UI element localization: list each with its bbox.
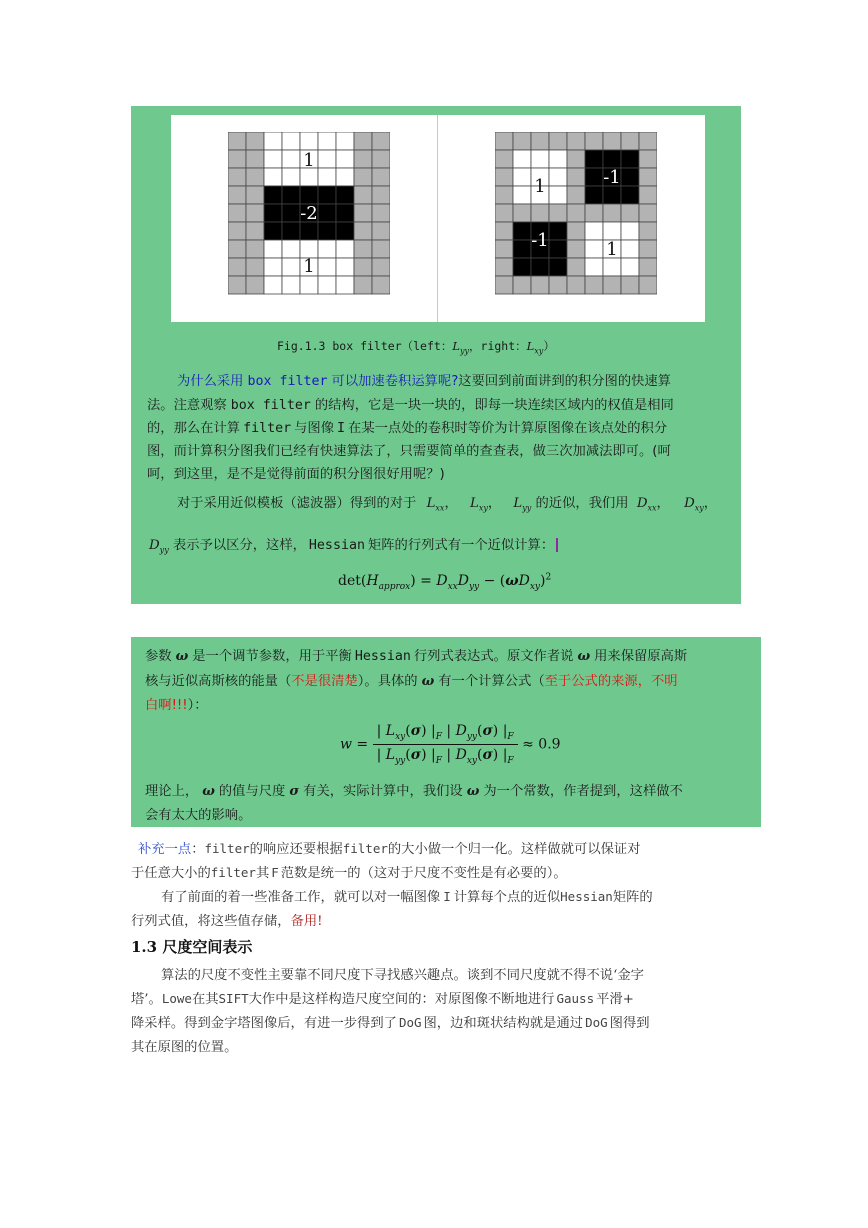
grid-cell	[300, 222, 318, 240]
grid-cell	[246, 276, 264, 294]
para1-line3: 的，那么在计算 filter 与图像 I 在某一点处的卷积时等价为计算原图像在该点处的积分	[147, 421, 668, 436]
grid-cell	[336, 258, 354, 276]
panel2-line4: 理论上， ω 的值与尺度 σ 有关，实际计算中，我们设 ω 为一个常数，作者提到，这样做不	[145, 784, 683, 799]
grid-cell	[621, 276, 639, 294]
grid-cell	[282, 150, 300, 168]
lxy-tl-label: 1	[534, 176, 546, 197]
grid-cell	[264, 258, 282, 276]
panel2-line3: 白啊!!!）：	[145, 698, 208, 713]
grid-cell	[318, 222, 336, 240]
section-line3: 降采样。得到金字塔图像后，有进一步得到了 DoG 图，边和斑状结构就是通过 DoG 图得到	[131, 1015, 650, 1031]
grid-cell	[300, 186, 318, 204]
grid-cell	[354, 150, 372, 168]
grid-cell	[549, 186, 567, 204]
lyy-center-label: -2	[300, 203, 318, 224]
grid-cell	[639, 258, 657, 276]
grid-cell	[300, 132, 318, 150]
figure-divider	[437, 115, 438, 322]
grid-cell	[567, 258, 585, 276]
para1-line4: 图，而计算积分图我们已经有快速算法了，只需要简单的查查表，做三次加减法即可。(呵	[147, 444, 671, 459]
para1-line5: 呵，到这里，是不是觉得前面的积分图很好用呢？)	[147, 467, 445, 482]
grid-cell	[354, 276, 372, 294]
grid-cell	[513, 168, 531, 186]
grid-cell	[495, 258, 513, 276]
grid-cell	[639, 222, 657, 240]
para2-line2: $D_{yy}$ 表示予以区分，这样， Hessian 矩阵的行列式有一个近似计算：	[149, 534, 558, 555]
grid-cell	[513, 186, 531, 204]
grid-cell	[354, 168, 372, 186]
panel2-line5: 会有太大的影响。	[145, 808, 252, 823]
weight-parameter-panel	[131, 637, 761, 827]
grid-cell	[621, 222, 639, 240]
grid-cell	[549, 204, 567, 222]
grid-cell	[513, 258, 531, 276]
section-heading: 1.3 尺度空间表示	[131, 938, 253, 956]
lyy-top-label: 1	[303, 150, 315, 171]
grid-cell	[228, 258, 246, 276]
grid-cell	[513, 204, 531, 222]
grid-cell	[318, 150, 336, 168]
grid-cell	[603, 276, 621, 294]
grid-cell	[531, 204, 549, 222]
grid-cell	[282, 186, 300, 204]
grid-cell	[372, 240, 390, 258]
grid-cell	[513, 240, 531, 258]
lxy-br-label: 1	[606, 239, 618, 260]
grid-cell	[549, 222, 567, 240]
grid-cell	[246, 168, 264, 186]
para2-line1: 对于采用近似模板（滤波器）得到的对于 $L_{xx}$， $L_{xy}$， $L_{yy}$ 的近似，我们用 $D_{xx}$， $D_{xy}$，	[177, 496, 718, 513]
grid-cell	[372, 276, 390, 294]
grid-cell	[585, 168, 603, 186]
grid-cell	[531, 258, 549, 276]
grid-cell	[549, 276, 567, 294]
grid-cell	[246, 258, 264, 276]
grid-cell	[354, 258, 372, 276]
grid-cell	[336, 276, 354, 294]
body-line3: 有了前面的着一些准备工作，就可以对一幅图像 I 计算每个点的近似Hessian矩阵的	[161, 889, 653, 905]
grid-cell	[246, 186, 264, 204]
grid-cell	[282, 258, 300, 276]
grid-cell	[264, 240, 282, 258]
grid-cell	[603, 222, 621, 240]
grid-cell	[318, 204, 336, 222]
grid-cell	[603, 150, 621, 168]
grid-cell	[300, 276, 318, 294]
grid-cell	[513, 132, 531, 150]
grid-cell	[336, 186, 354, 204]
grid-cell	[318, 240, 336, 258]
grid-cell	[372, 132, 390, 150]
body-line1: 补充一点：filter的响应还要根据filter的大小做一个归一化。这样做就可以保证对	[138, 841, 641, 857]
grid-cell	[336, 168, 354, 186]
grid-cell	[495, 132, 513, 150]
grid-cell	[585, 276, 603, 294]
grid-cell	[495, 276, 513, 294]
box-filter-lyy-grid	[228, 132, 390, 295]
grid-cell	[354, 240, 372, 258]
grid-cell	[318, 168, 336, 186]
grid-cell	[585, 186, 603, 204]
grid-cell	[336, 222, 354, 240]
grid-cell	[585, 132, 603, 150]
panel2-line2: 核与近似高斯核的能量（不是很清楚）。具体的 ω 有一个计算公式（至于公式的来源，不明	[145, 674, 678, 689]
grid-cell	[603, 132, 621, 150]
lxy-bl-label: -1	[531, 230, 549, 251]
grid-cell	[372, 150, 390, 168]
box-filter-lxy-grid	[495, 132, 657, 295]
grid-cell	[318, 132, 336, 150]
grid-cell	[495, 150, 513, 168]
grid-cell	[372, 222, 390, 240]
grid-cell	[372, 186, 390, 204]
grid-cell	[228, 204, 246, 222]
grid-cell	[585, 240, 603, 258]
grid-cell	[567, 168, 585, 186]
grid-cell	[336, 132, 354, 150]
grid-cell	[621, 132, 639, 150]
grid-cell	[567, 150, 585, 168]
grid-cell	[567, 186, 585, 204]
box-filter-figure-panel	[131, 106, 741, 604]
lxy-tr-label: -1	[603, 167, 621, 188]
grid-cell	[639, 168, 657, 186]
grid-cell	[513, 222, 531, 240]
section-line1: 算法的尺度不变性主要靠不同尺度下寻找感兴趣点。谈到不同尺度就不得不说‘金字	[161, 968, 644, 983]
grid-cell	[639, 240, 657, 258]
grid-cell	[513, 276, 531, 294]
grid-cell	[639, 132, 657, 150]
grid-cell	[336, 204, 354, 222]
grid-cell	[228, 132, 246, 150]
grid-cell	[282, 222, 300, 240]
grid-cell	[372, 168, 390, 186]
grid-cell	[495, 204, 513, 222]
section-line4: 其在原图的位置。	[131, 1040, 238, 1055]
grid-cell	[246, 240, 264, 258]
weight-formula: w = $\frac{| L_{xy}(\sigma) |_F | D_{yy}(\sigma) |_F}{| L_{yy}(\sigma) |_F | D_{xy}(\sigma) |_F}$ ≈ 0.9	[340, 723, 561, 766]
grid-cell	[228, 168, 246, 186]
grid-cell	[354, 132, 372, 150]
grid-cell	[282, 276, 300, 294]
grid-cell	[282, 240, 300, 258]
grid-cell	[567, 204, 585, 222]
grid-cell	[318, 258, 336, 276]
grid-cell	[264, 132, 282, 150]
text-cursor	[556, 538, 558, 552]
grid-cell	[495, 168, 513, 186]
grid-cell	[621, 186, 639, 204]
figure-caption: Fig.1.3 box filter（left：$L_{yy}$，right：$L_{xy}$）	[277, 339, 555, 356]
panel2-line1: 参数 ω 是一个调节参数，用于平衡 Hessian 行列式表达式。原文作者说 ω 用来保留原高斯	[145, 649, 688, 664]
body-line4: 行列式值，将这些值存储，备用!	[131, 914, 323, 929]
grid-cell	[603, 258, 621, 276]
grid-cell	[264, 276, 282, 294]
grid-cell	[567, 132, 585, 150]
grid-cell	[246, 132, 264, 150]
grid-cell	[603, 204, 621, 222]
grid-cell	[567, 222, 585, 240]
grid-cell	[549, 258, 567, 276]
grid-cell	[585, 222, 603, 240]
grid-cell	[531, 276, 549, 294]
grid-cell	[531, 132, 549, 150]
grid-cell	[621, 204, 639, 222]
grid-cell	[318, 186, 336, 204]
grid-cell	[639, 186, 657, 204]
grid-cell	[264, 204, 282, 222]
grid-cell	[228, 276, 246, 294]
box-filter-figure	[171, 115, 705, 322]
grid-cell	[228, 150, 246, 168]
grid-cell	[531, 150, 549, 168]
grid-cell	[264, 150, 282, 168]
grid-cell	[282, 132, 300, 150]
grid-cell	[282, 168, 300, 186]
grid-cell	[621, 150, 639, 168]
grid-cell	[264, 222, 282, 240]
grid-cell	[495, 186, 513, 204]
grid-cell	[336, 240, 354, 258]
grid-cell	[621, 240, 639, 258]
grid-cell	[228, 240, 246, 258]
grid-cell	[354, 204, 372, 222]
det-formula: $\det(H_{approx}) = D_{xx}D_{yy} - (\omega D_{xy})^2$	[338, 572, 552, 592]
grid-cell	[567, 240, 585, 258]
grid-cell	[336, 150, 354, 168]
grid-cell	[585, 150, 603, 168]
grid-cell	[639, 150, 657, 168]
grid-cell	[372, 204, 390, 222]
grid-cell	[495, 222, 513, 240]
grid-cell	[318, 276, 336, 294]
grid-cell	[246, 150, 264, 168]
grid-cell	[246, 222, 264, 240]
grid-cell	[621, 258, 639, 276]
grid-cell	[603, 186, 621, 204]
grid-cell	[549, 150, 567, 168]
grid-cell	[549, 168, 567, 186]
section-line2: 塔’。Lowe在其SIFT大作中是这样构造尺度空间的：对原图像不断地进行 Gauss 平滑+	[131, 991, 634, 1007]
grid-cell	[639, 276, 657, 294]
grid-cell	[282, 204, 300, 222]
para1-line1: 为什么采用 box filter 可以加速卷积运算呢?这要回到前面讲到的积分图的快速算	[177, 374, 672, 389]
grid-cell	[354, 186, 372, 204]
grid-cell	[639, 204, 657, 222]
grid-cell	[228, 222, 246, 240]
grid-cell	[513, 150, 531, 168]
grid-cell	[549, 240, 567, 258]
grid-cell	[567, 276, 585, 294]
grid-cell	[495, 240, 513, 258]
grid-cell	[228, 186, 246, 204]
grid-cell	[585, 204, 603, 222]
grid-cell	[246, 204, 264, 222]
lyy-bottom-label: 1	[303, 256, 315, 277]
body-line2: 于任意大小的filter其 F 范数是统一的（这对于尺度不变性是有必要的）。	[131, 865, 567, 881]
grid-cell	[354, 222, 372, 240]
grid-cell	[264, 186, 282, 204]
grid-cell	[372, 258, 390, 276]
para1-line2: 法。注意观察 box filter 的结构，它是一块一块的，即每一块连续区域内的权值是相同	[147, 398, 674, 413]
grid-cell	[264, 168, 282, 186]
grid-cell	[585, 258, 603, 276]
grid-cell	[549, 132, 567, 150]
grid-cell	[621, 168, 639, 186]
